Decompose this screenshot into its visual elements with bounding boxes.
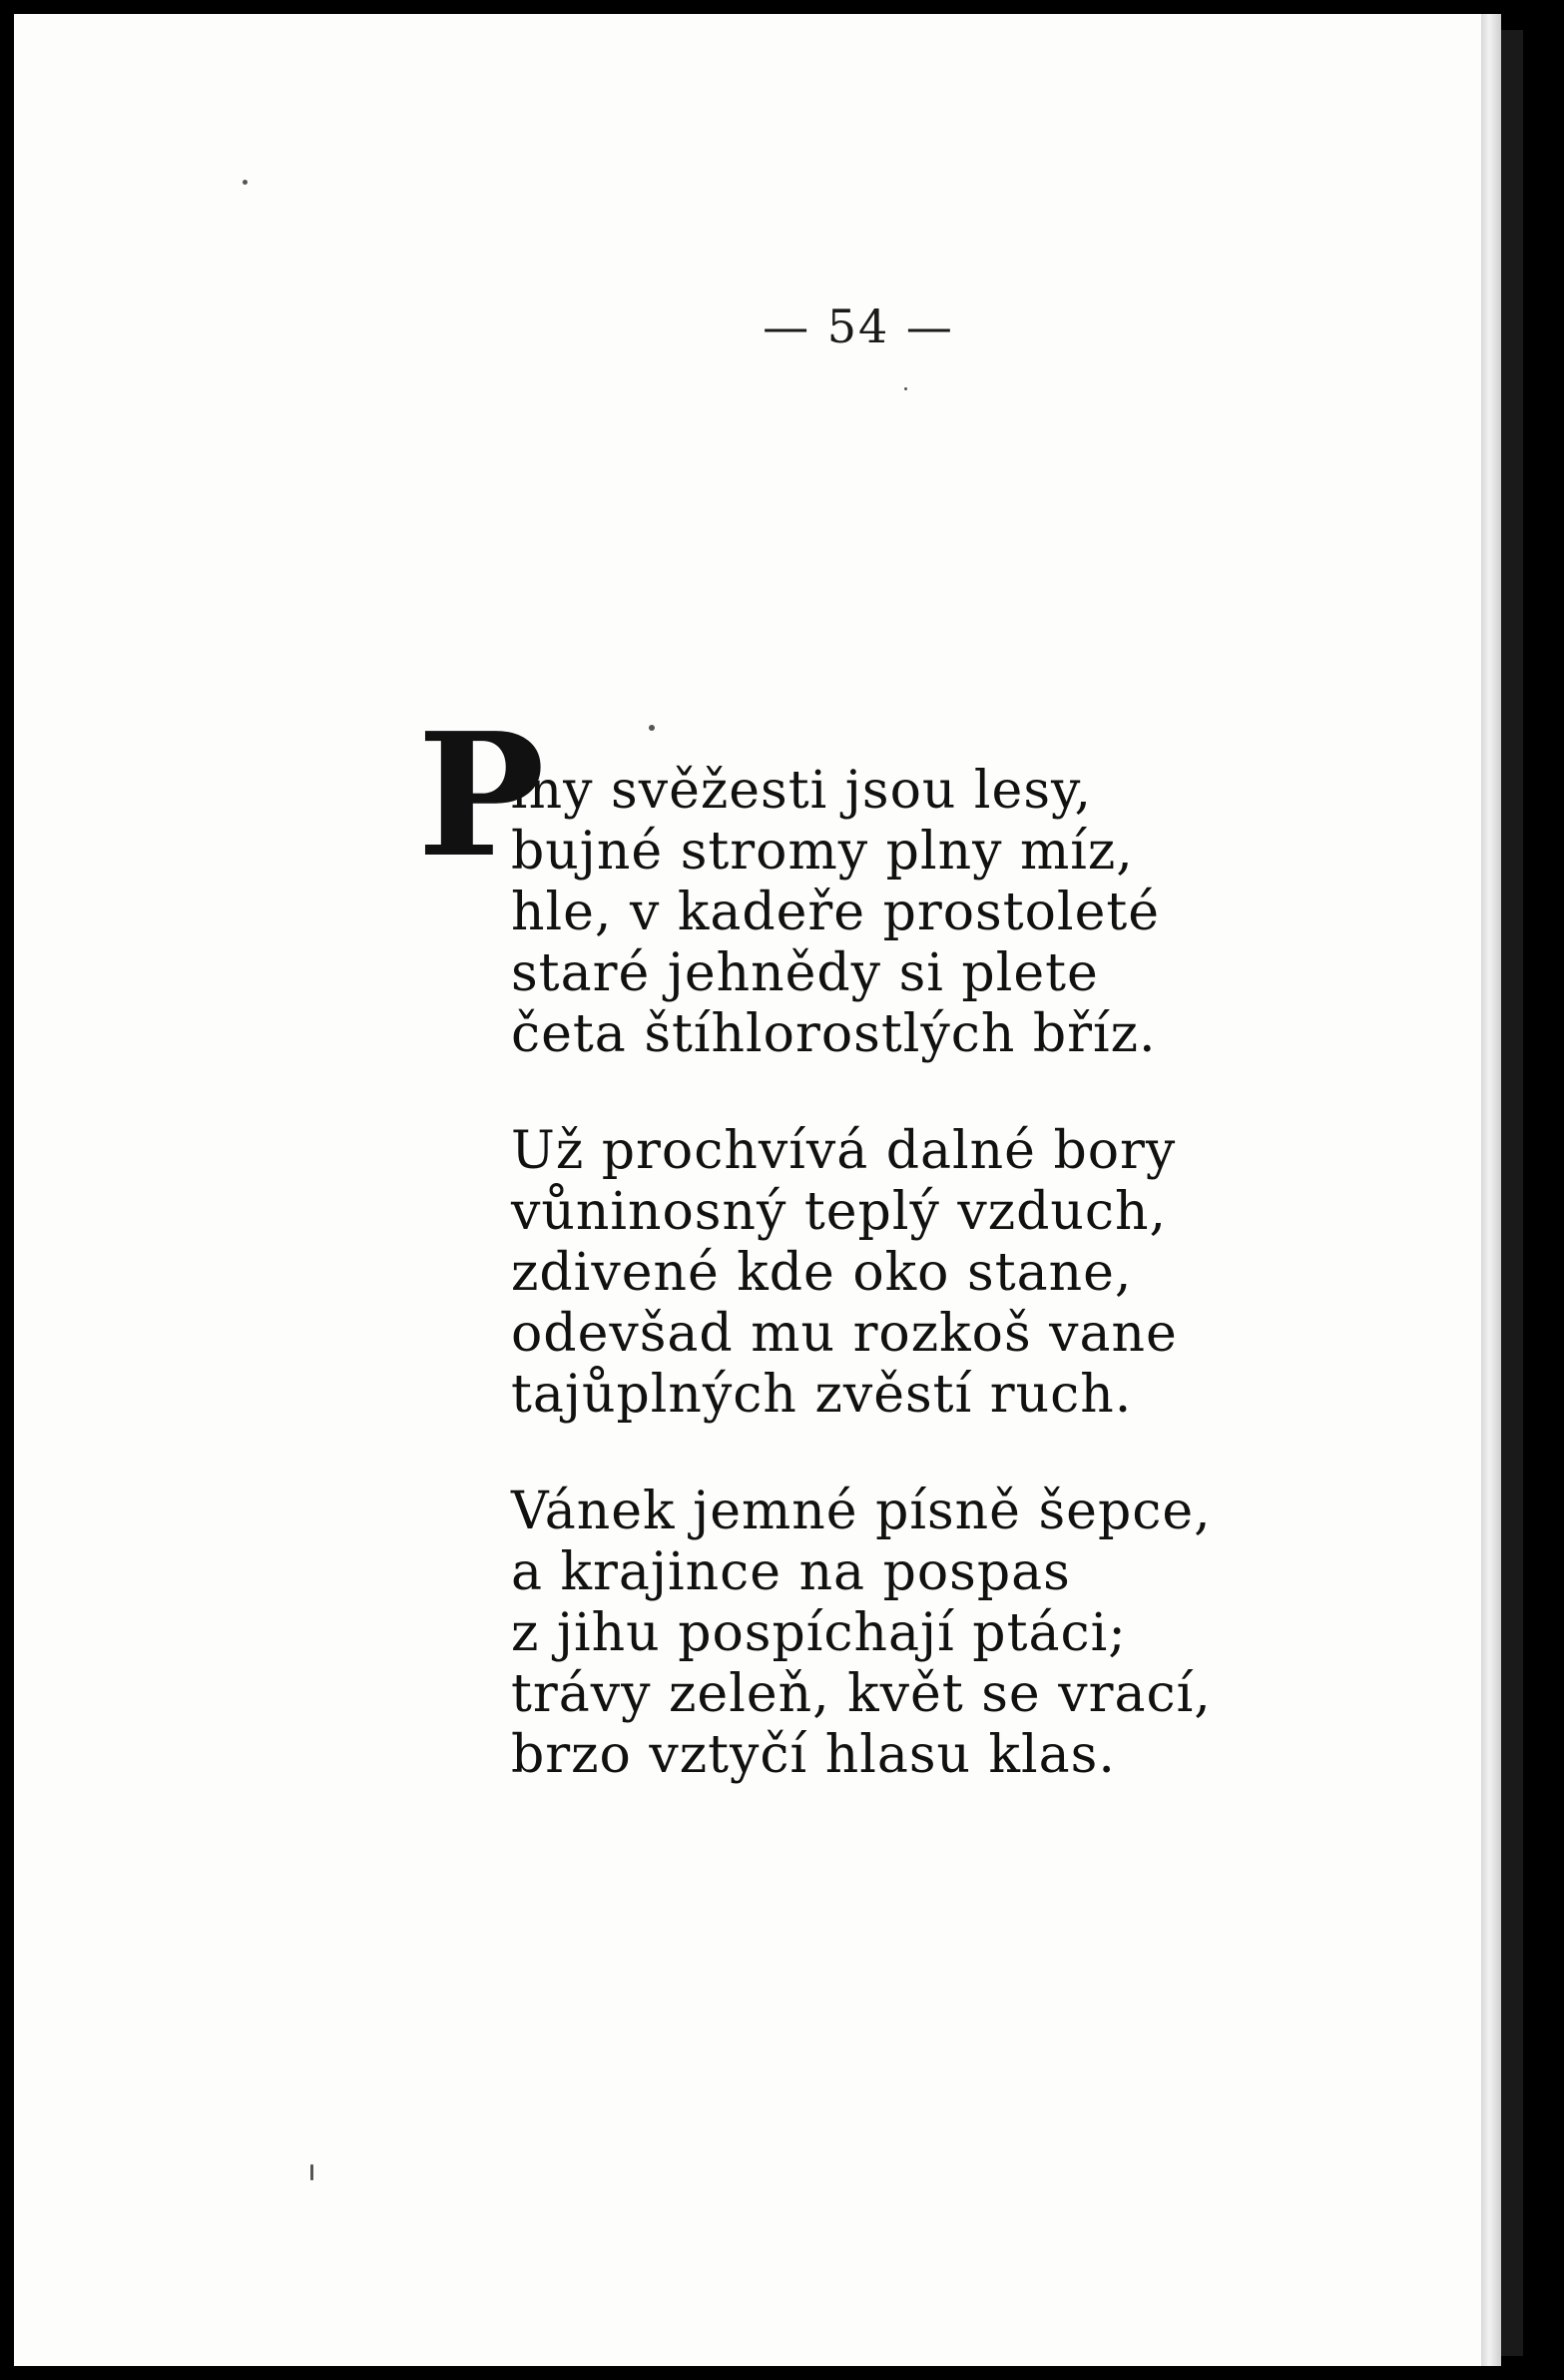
verse-line: staré jehnědy si plete — [511, 943, 1099, 1003]
verse-line: Už prochvívá dalné bory — [511, 1121, 1177, 1181]
poem — [511, 761, 1212, 1842]
verse-line: četa štíhlorostlých bříz. — [511, 1004, 1157, 1064]
paper-speck — [310, 2164, 313, 2180]
verse-line: odevšad mu rozkoš vane — [511, 1304, 1178, 1364]
verse-line: bujné stromy plny míz, — [511, 822, 1134, 882]
paper-speck — [904, 387, 907, 390]
paper-speck — [243, 180, 248, 185]
verse-line: zdivené kde oko stane, — [511, 1243, 1133, 1303]
stanza — [511, 1121, 1212, 1426]
drop-cap: P — [417, 696, 545, 895]
verse-line: z jihu pospíchají ptáci; — [511, 1603, 1127, 1663]
verse-line: trávy zeleň, květ se vrací, — [511, 1664, 1212, 1724]
paper-speck — [649, 725, 655, 731]
verse-line: tajůplných zvěstí ruch. — [511, 1365, 1133, 1425]
book-spine — [1501, 30, 1523, 2356]
verse-line: lny svěžesti jsou lesy, — [511, 761, 1092, 821]
page-number: — 54 — — [763, 299, 954, 353]
verse-line: a krajince na pospas — [511, 1542, 1071, 1602]
verse-line: hle, v kadeře prostoleté — [511, 883, 1161, 942]
verse-line: vůninosný teplý vzduch, — [511, 1182, 1168, 1242]
verse-line: Vánek jemné písně šepce, — [511, 1482, 1212, 1541]
stanza — [511, 1482, 1212, 1786]
stanza — [511, 761, 1212, 1065]
verse-line: brzo vztyčí hlasu klas. — [511, 1725, 1116, 1785]
page-edge — [1481, 14, 1501, 2366]
